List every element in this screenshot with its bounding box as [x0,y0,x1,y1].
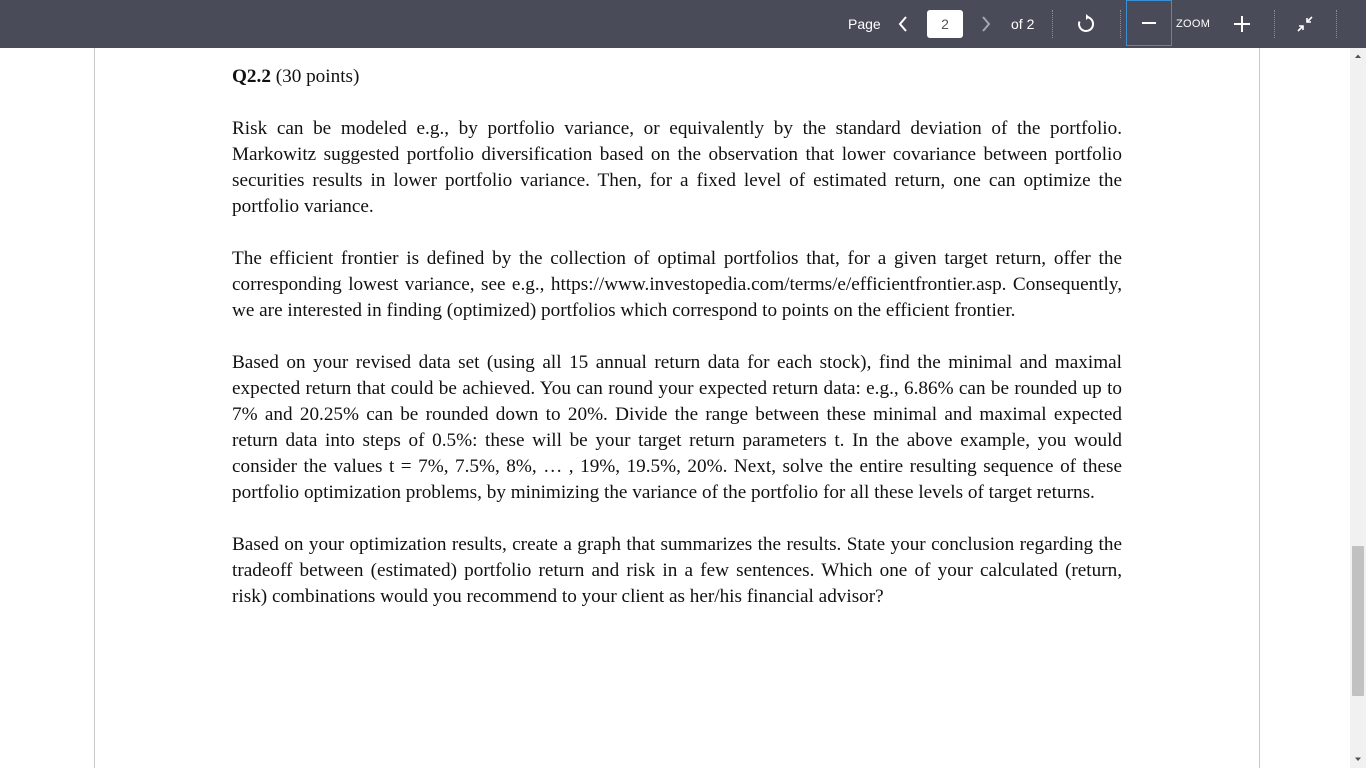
page-content [232,64,1122,636]
zoom-in-button[interactable] [1230,0,1254,48]
page-number-input[interactable] [927,10,963,38]
toolbar-divider [1052,10,1053,38]
question-points: (30 points) [275,66,360,87]
minus-icon [1142,16,1156,30]
scroll-down-arrow-icon[interactable] [1350,752,1366,766]
previous-page-button[interactable] [893,0,913,48]
plus-icon [1234,16,1250,32]
paragraph-conclusion: Based on your optimization results, create a graph that summarizes the results. State your conclusion regarding the tradeoff between (estimated) portfolio return and risk in a few sentences. Which one of your calculated (return, risk) combinations would you recommend to your client as her/his financial advisor? [232,534,1122,607]
toolbar-divider [1274,10,1275,38]
paragraph-target-returns: Based on your revised data set (using all 15 annual return data for each stock), find the minimal and maximal expected return that could be achieved. You can round your expected return data: e.g., 6.86% can be rounded up to 7% and 20.25% can be rounded down to 20%. Divide the range between these minimal and maximal expected return data into steps of 0.5%: these will be your target return parameters t. In the above example, you would consider the values t = 7%, 7.5%, 8%, … , 19%, 19.5%, 20%. Next, solve the entire resulting sequence of these portfolio optimization problems, by minimizing the variance of the portfolio for all these levels of target returns. [232,352,1122,503]
pdf-toolbar [0,0,1366,48]
rotate-button[interactable] [1072,0,1100,48]
zoom-label: ZOOM [1176,18,1211,30]
scrollbar-thumb[interactable] [1352,546,1364,696]
question-heading [232,64,1122,90]
page-count-label: of 2 [1011,16,1035,32]
vertical-scrollbar[interactable] [1350,48,1366,768]
exit-fullscreen-button[interactable] [1292,0,1318,48]
document-viewer[interactable] [0,48,1350,768]
exit-fullscreen-icon [1296,15,1314,33]
pdf-page [94,48,1260,768]
question-number: Q2.2 [232,66,271,87]
page-label: Page [848,16,881,32]
scroll-up-arrow-icon[interactable] [1350,50,1366,64]
chevron-left-icon [898,16,908,32]
zoom-out-button[interactable] [1126,0,1172,46]
toolbar-divider [1336,10,1337,38]
next-page-button[interactable] [976,0,996,48]
paragraph-risk: Risk can be modeled e.g., by portfolio variance, or equivalently by the standard deviation of the portfolio. Markowitz suggested portfolio diversification based on the observation that lower covariance between portfolio securities results in lower portfolio variance. Then, for a fixed level of estimated return, one can optimize the portfolio variance. [232,118,1122,217]
paragraph-efficient-frontier: The efficient frontier is defined by the collection of optimal portfolios that, for a given target return, offer the corresponding lowest variance, see e.g., https://www.investopedia.com/terms/e/efficientfrontier.asp. Consequently, we are interested in finding (optimized) portfolios which correspond to points on the efficient frontier. [232,248,1122,321]
rotate-icon [1076,14,1096,34]
toolbar-divider [1120,10,1121,38]
chevron-right-icon [981,16,991,32]
